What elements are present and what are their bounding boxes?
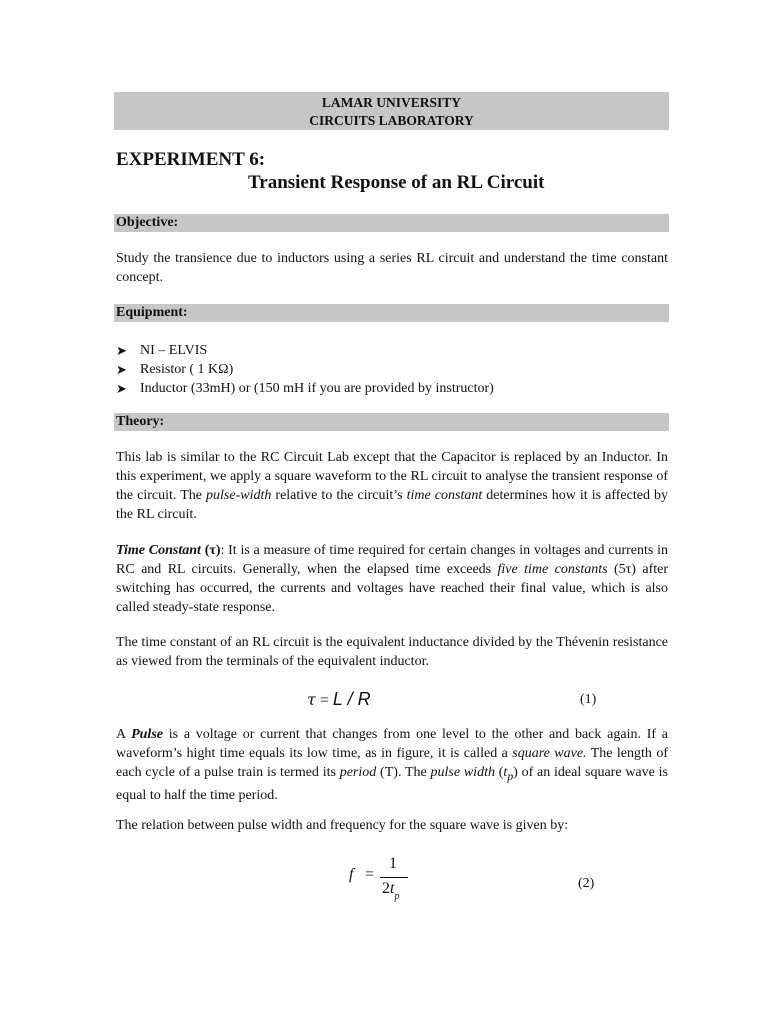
equipment-item-label: NI – ELVIS xyxy=(140,343,208,358)
objective-heading: Objective: xyxy=(114,214,669,232)
text-run: This lab is similar to the RC Circuit Lab except that the Capacitor is replaced by an Inductor. In this experiment, we apply a square waveform to the RL circuit to analyse the transient response of the circuit. The xyxy=(116,450,668,503)
text-run: ) of an ideal square wave is equal to half the time period. xyxy=(116,765,668,803)
experiment-number: EXPERIMENT 6: xyxy=(116,149,266,170)
equipment-list xyxy=(116,341,494,398)
term-time-constant: Time Constant xyxy=(116,543,201,558)
theory-paragraph-3: The time constant of an RL circuit is the equivalent inductance divided by the Thévenin resistance as viewed from the terminals of the equivalent inductor. xyxy=(116,635,668,669)
equipment-heading: Equipment: xyxy=(114,304,669,322)
equals-sign: = xyxy=(315,692,333,709)
list-item xyxy=(116,360,494,379)
text-run: ( xyxy=(494,765,504,780)
experiment-title: Transient Response of an RL Circuit xyxy=(248,172,545,193)
text-run: determines how it is affected by the RL circuit. xyxy=(116,488,668,522)
term-pulse: Pulse xyxy=(131,727,163,742)
emphasis-pulse-width: pulse-width xyxy=(206,488,272,503)
tp-subscript: p xyxy=(507,769,514,783)
theory-paragraph-2 xyxy=(116,541,668,617)
tau-symbol: τ xyxy=(307,690,316,709)
arrowhead-bullet-icon: ➤ xyxy=(116,343,127,358)
denominator-subscript: p xyxy=(394,891,400,902)
text-run: A xyxy=(116,727,132,742)
fraction-bar xyxy=(380,877,408,878)
arrowhead-bullet-icon: ➤ xyxy=(116,381,127,396)
equation-1-number: (1) xyxy=(580,692,597,707)
theory-paragraph-5: The relation between pulse width and frequency for the square wave is given by: xyxy=(116,818,569,833)
fraction-numerator: 1 xyxy=(389,855,397,872)
emphasis-five-time-constants: five time constants xyxy=(497,562,608,577)
emphasis-pulse-width: pulse width xyxy=(430,765,495,780)
emphasis-square-wave: square wave. xyxy=(512,746,587,761)
equals-sign: = xyxy=(365,866,375,883)
denominator-coefficient: 2 xyxy=(382,880,390,897)
equipment-item-label: Inductor (33mH) or (150 mH if you are provided by instructor) xyxy=(140,381,494,396)
tp-symbol: t xyxy=(503,765,508,780)
theory-paragraph-4 xyxy=(116,725,668,805)
equation-2-number: (2) xyxy=(578,876,595,891)
text-run: The length of each cycle of a pulse train is termed its xyxy=(116,746,668,780)
theory-paragraph-1 xyxy=(116,448,668,524)
text-run: : It is a measure of time required for certain changes in voltages and currents in RC and RL circuits. Generally, when the elapsed time exceeds xyxy=(116,543,668,577)
equipment-item-label: Resistor ( 1 KΩ) xyxy=(140,362,234,377)
lab-name: CIRCUITS LABORATORY xyxy=(309,113,474,128)
emphasis-time-constant: time constant xyxy=(406,488,483,503)
equation-1 xyxy=(307,688,371,712)
emphasis-period: period xyxy=(339,765,377,780)
theory-heading: Theory: xyxy=(114,413,669,431)
text-run: (T). The xyxy=(376,765,431,780)
equation-1-rhs: L / R xyxy=(332,689,371,709)
fraction-denominator xyxy=(382,880,399,902)
university-name: LAMAR UNIVERSITY xyxy=(321,95,462,110)
list-item xyxy=(116,379,494,398)
list-item xyxy=(116,341,494,360)
denominator-t: t xyxy=(390,880,395,897)
text-run: relative to the circuit’s xyxy=(271,488,407,503)
arrowhead-bullet-icon: ➤ xyxy=(116,362,127,377)
text-run: (5τ) after switching has occurred, the currents and voltages have reached their final value, which is also called steady-state response. xyxy=(116,562,669,615)
tau-symbol: (τ) xyxy=(200,543,221,558)
frequency-symbol: f xyxy=(349,866,354,883)
text-run: is a voltage or current that changes from one level to the other and back again. If a waveform’s hight time equals its low time, as in figure, it is called a xyxy=(116,727,668,761)
header-banner xyxy=(114,92,669,130)
objective-text: Study the transience due to inductors using a series RL circuit and understand the time constant concept. xyxy=(116,251,668,285)
